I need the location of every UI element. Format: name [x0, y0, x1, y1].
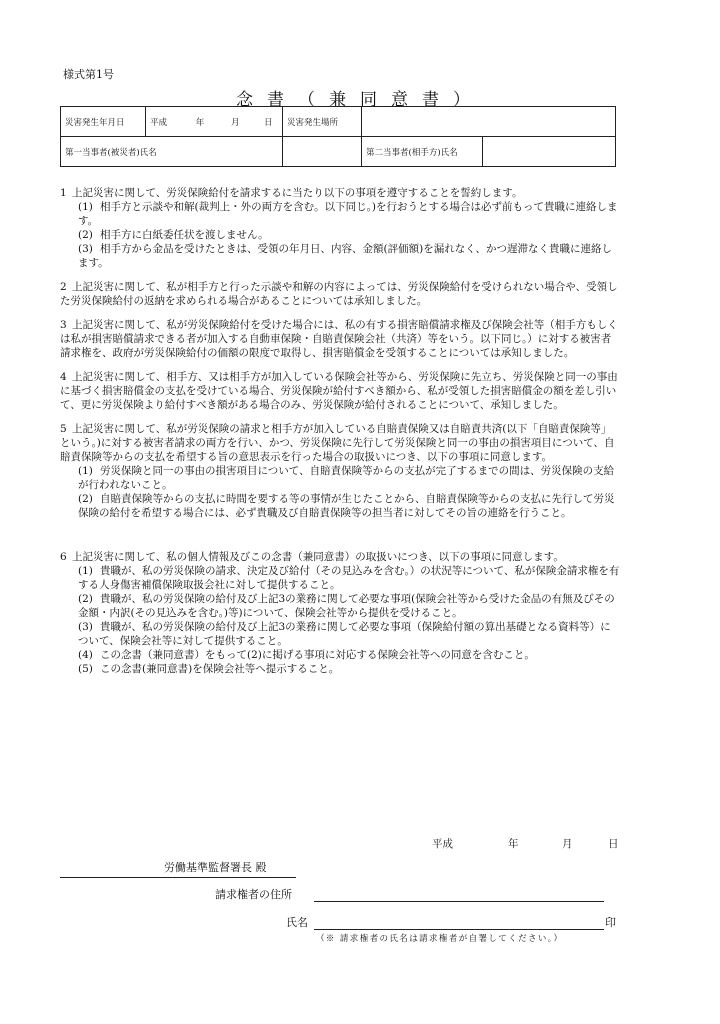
item-text: 貴職が、私の労災保険の給付及び上記3の業務に関して必要な事項(保険会社等から受けた金品の有無及びその金額・内訳(その見込みを含む。)等)について、保険会社等から提供を受けること。	[78, 593, 615, 619]
clause-1-item	[60, 228, 620, 242]
clause-number: 4	[60, 371, 67, 383]
footer-era: 平成	[432, 838, 453, 850]
item-number: (2)	[78, 229, 93, 241]
clause-6	[60, 550, 620, 676]
item-number: (2)	[78, 493, 93, 505]
address-field[interactable]	[314, 901, 604, 902]
footer-year: 年	[508, 838, 519, 850]
item-text: 貴職が、私の労災保険の請求、決定及び給付（その見込みを含む。）の状況等について、私が保険金請求権を有する人身傷害補償保険取扱会社に対して提供すること。	[78, 565, 620, 591]
footer-month: 月	[562, 838, 573, 850]
document-title: 念書（兼同意書）	[236, 90, 484, 110]
addressee: 労働基準監督署長 殿	[164, 861, 267, 874]
clause-text: 上記災害に関して、相手方、又は相手方が加入している保険会社等から、労災保険に先立ち、労災保険と同一の事由に基づく損害賠償金の支払を受けている場合、労災保険が給付すべき額から、私が受領した損害賠償金の額を差し引いて、更に労災保険より給付すべき額がある場合のみ、労災保険が給付されることについて、承知しました。	[60, 371, 618, 411]
month-label: 月	[230, 117, 240, 128]
clause-number: 3	[60, 319, 67, 331]
day-label: 日	[264, 117, 273, 128]
header-table	[60, 106, 616, 167]
item-number: (2)	[78, 593, 93, 605]
party1-label: 第一当事者(被災者)氏名	[61, 137, 283, 167]
clause-6-item	[60, 592, 620, 620]
clause-text: 上記災害に関して、私が労災保険の請求と相手方が加入している自賠責保険又は自賠責共済(以下「自賠責保険等」という。)に対する被害者請求の両方を行い、かつ、労災保険に先行して労災保険と同一の事由の損害項目について、自賠責保険等からの支払を希望する旨の意思表示を行った場合の取扱いにつき、以下の事項に同意します。	[60, 423, 615, 463]
clause-4	[60, 370, 620, 412]
footer-day: 日	[608, 838, 619, 850]
addressee-line	[60, 859, 296, 878]
era-label: 平成	[150, 117, 168, 128]
clause-text: 上記災害に関して、私が労災保険給付を受けた場合には、私の有する損害賠償請求権及び保険会社等（相手方もしくは私が損害賠償請求できる者が加入する自動車保険・自賠責保険会社（共済）等をいう。以下同じ。）に対する被害者請求権を、政府が労災保険給付の価額の限度で取得し、損害賠償金を受領することについては承知しました。	[60, 319, 618, 359]
address-label: 請求権者の住所	[215, 888, 292, 901]
party2-label: 第二当事者(相手方)氏名	[362, 137, 483, 167]
item-text: 貴職が、私の労災保険の給付及び上記3の業務に関して必要な事項（保険給付額の算出基礎となる資料等）について、保険会社等に対して提供すること。	[78, 621, 611, 647]
item-text: 相手方から金品を受けたときは、受領の年月日、内容、金額(評価額)を漏れなく、かつ遅滞なく貴職に連絡します。	[78, 243, 612, 269]
clause-2	[60, 280, 620, 308]
clause-number: 2	[60, 281, 67, 293]
item-number: (3)	[78, 621, 93, 633]
signature-date	[432, 836, 622, 850]
year-label: 年	[195, 117, 205, 128]
item-text: この念書（兼同意書）をもって(2)に掲げる事項に対応する保険会社等への同意を含むこと。	[100, 649, 535, 661]
item-text: 労災保険と同一の事由の損害項目について、自賠責保険等からの支払が完了するまでの間は、労災保険の支給が行われないこと。	[78, 465, 615, 491]
item-text: この念書(兼同意書)を保険会社等へ提示すること。	[100, 663, 340, 675]
item-text: 自賠責保険等からの支払に時間を要する等の事情が生じたことから、自賠責保険等からの支払に先行して労災保険の給付を希望する場合には、必ず貴職及び自賠責保険等の担当者に対してその旨の連絡を行うこと。	[78, 493, 615, 519]
clause-3	[60, 318, 620, 360]
clause-5-item	[60, 492, 620, 520]
clause-text: 上記災害に関して、労災保険給付を請求するに当たり以下の事項を遵守することを誓約します。	[72, 187, 523, 199]
seal-mark: 印	[605, 916, 616, 929]
clause-5	[60, 422, 620, 520]
clause-6-item	[60, 648, 620, 662]
signature-note: （※ 請求権者の氏名は請求権者が自署してください。）	[316, 934, 564, 944]
item-number: (1)	[78, 465, 93, 477]
name-field[interactable]	[314, 929, 604, 930]
clause-text: 上記災害に関して、私が相手方と行った示談や和解の内容によっては、労災保険給付を受けられない場合や、受領した労災保険給付の返納を求められる場合があることについては承知しました。	[60, 281, 618, 307]
clause-6-item	[60, 662, 620, 676]
item-number: (3)	[78, 243, 93, 255]
party2-field[interactable]	[483, 137, 616, 167]
clause-number: 1	[60, 187, 67, 199]
clause-text: 上記災害に関して、私の個人情報及びこの念書（兼同意書）の取扱いにつき、以下の事項に同意します。	[72, 551, 564, 563]
occurrence-date-field[interactable]	[146, 107, 283, 137]
clause-1	[60, 186, 620, 270]
clause-5-item	[60, 464, 620, 492]
party1-field[interactable]	[283, 137, 362, 167]
name-label: 氏名	[286, 916, 308, 929]
item-number: (4)	[78, 649, 93, 661]
item-number: (1)	[78, 201, 93, 213]
clause-number: 5	[60, 423, 67, 435]
place-label: 災害発生場所	[283, 107, 362, 137]
item-text: 相手方に白紙委任状を渡しません。	[100, 229, 269, 241]
clause-6-item	[60, 564, 620, 592]
clause-6-item	[60, 620, 620, 648]
item-number: (1)	[78, 565, 93, 577]
form-number: 様式第1号	[63, 68, 114, 81]
clauses-list	[60, 186, 620, 686]
clause-number: 6	[60, 551, 67, 563]
place-field[interactable]	[362, 107, 616, 137]
item-text: 相手方と示談や和解(裁判上・外の両方を含む。以下同じ。)を行おうとする場合は必ず前もって貴職に連絡します。	[78, 201, 618, 227]
clause-1-item	[60, 200, 620, 228]
clause-1-item	[60, 242, 620, 270]
occurrence-date-label: 災害発生年月日	[61, 107, 146, 137]
item-number: (5)	[78, 663, 93, 675]
